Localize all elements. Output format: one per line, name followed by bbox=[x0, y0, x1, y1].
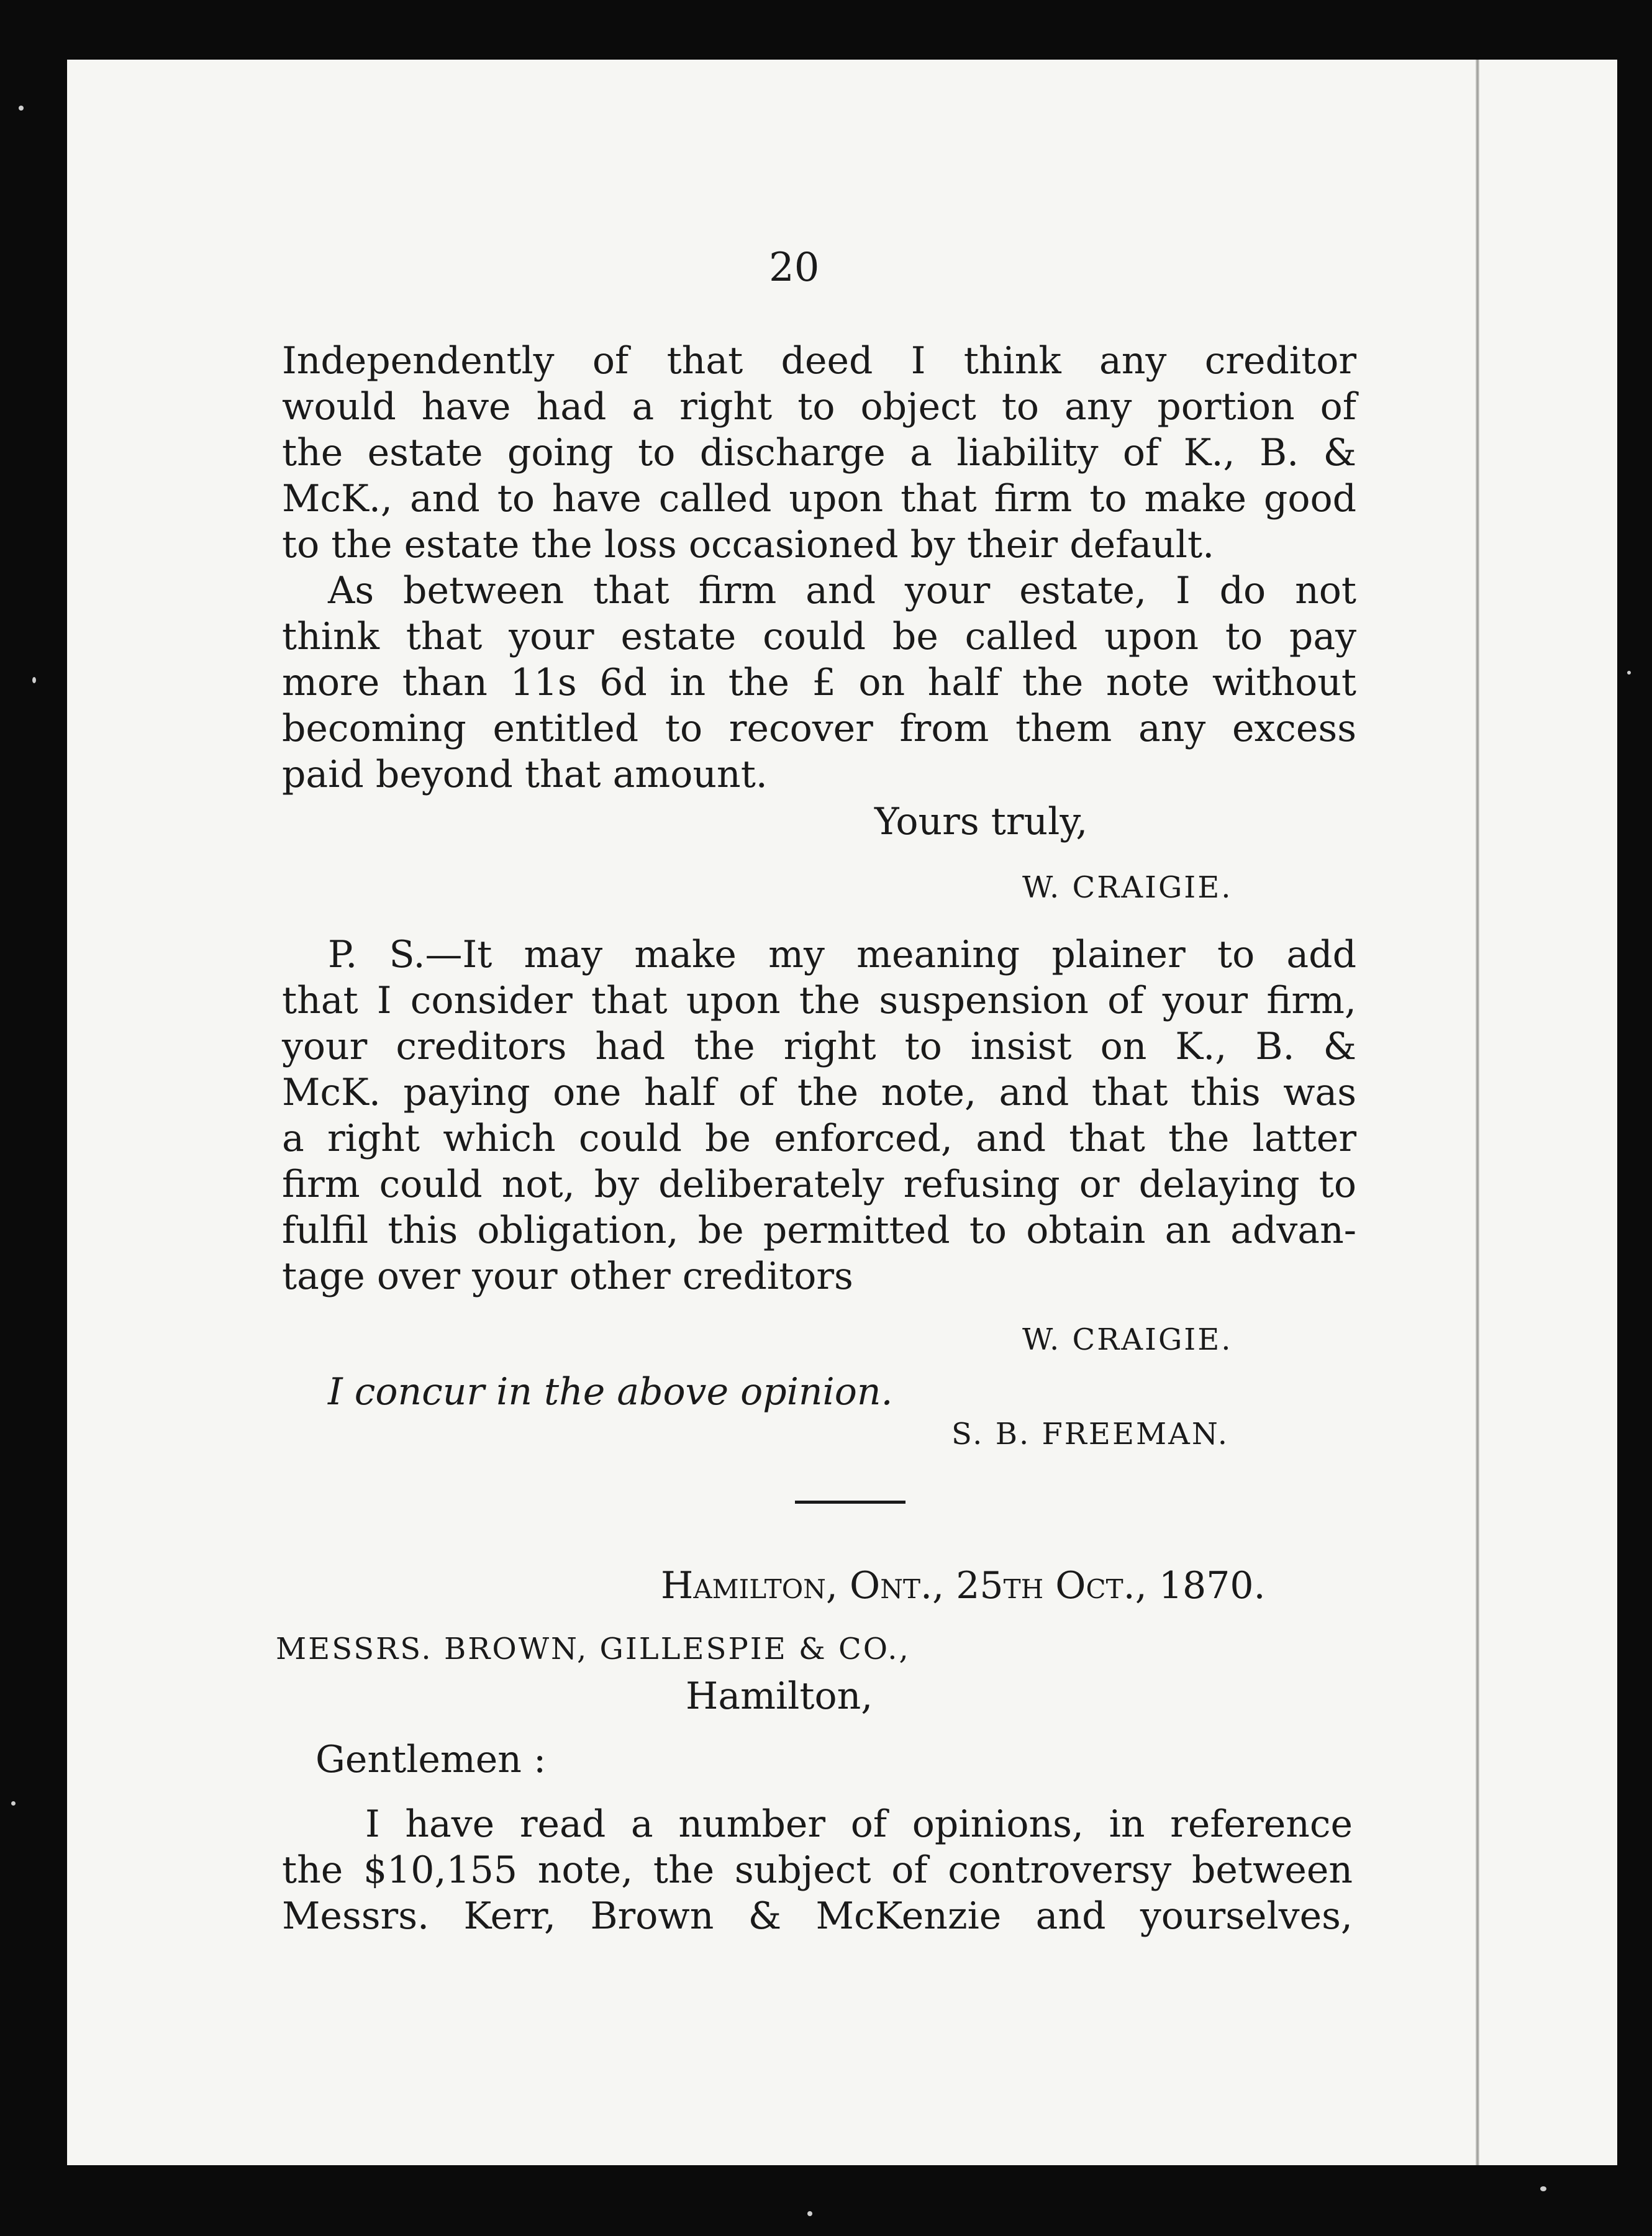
paragraph1-line-3: the estate going to discharge a liability of K., B. & bbox=[282, 431, 1356, 475]
signature-craigie-1: W. CRAIGIE. bbox=[1022, 870, 1233, 905]
document-page bbox=[67, 60, 1617, 2165]
dateline: Hamilton, Ont., 25th Oct., 1870. bbox=[661, 1564, 1266, 1607]
postscript-line-7: fulfil this obligation, be permitted to obtain an advan- bbox=[282, 1209, 1356, 1252]
signature-craigie-2: W. CRAIGIE. bbox=[1022, 1322, 1233, 1357]
paragraph1-line-5: to the estate the loss occasioned by their default. bbox=[282, 523, 1215, 566]
postscript-line-2: that I consider that upon the suspension of your firm, bbox=[282, 979, 1356, 1022]
postscript-line-1: P. S.—It may make my meaning plainer to add bbox=[328, 933, 1356, 976]
paragraph2-line-3: more than 11s 6d in the £ on half the note without bbox=[282, 661, 1356, 704]
addressee-line-2: Hamilton, bbox=[686, 1675, 873, 1718]
postscript-line-5: a right which could be enforced, and that the latter bbox=[282, 1117, 1356, 1160]
paragraph3-line-3: Messrs. Kerr, Brown & McKenzie and yourselves, bbox=[282, 1894, 1353, 1938]
paragraph2-line-1: As between that firm and your estate, I do not bbox=[328, 569, 1356, 612]
page-fold-line bbox=[1476, 60, 1479, 2165]
scan-speck bbox=[19, 106, 24, 111]
scan-speck bbox=[1540, 2186, 1546, 2191]
section-divider bbox=[795, 1501, 905, 1504]
scan-speck bbox=[32, 677, 36, 683]
scan-speck bbox=[807, 2211, 812, 2216]
postscript-line-8: tage over your other creditors bbox=[282, 1255, 853, 1298]
paragraph3-line-1: I have read a number of opinions, in reference bbox=[365, 1802, 1353, 1846]
closing-salutation: Yours truly, bbox=[874, 800, 1088, 843]
paragraph1-line-1: Independently of that deed I think any creditor bbox=[282, 339, 1356, 383]
paragraph2-line-2: think that your estate could be called upon to pay bbox=[282, 615, 1356, 658]
signature-freeman: S. B. FREEMAN. bbox=[951, 1417, 1229, 1452]
concurrence-statement: I concur in the above opinion. bbox=[328, 1370, 893, 1414]
paragraph2-line-5: paid beyond that amount. bbox=[282, 753, 768, 796]
scan-speck bbox=[1627, 671, 1631, 675]
paragraph3-line-2: the $10,155 note, the subject of controversy between bbox=[282, 1848, 1353, 1892]
addressee-line-1: MESSRS. BROWN, GILLESPIE & CO., bbox=[276, 1632, 910, 1666]
postscript-line-6: firm could not, by deliberately refusing or delaying to bbox=[282, 1163, 1356, 1206]
paragraph2-line-4: becoming entitled to recover from them any excess bbox=[282, 707, 1356, 750]
page-number: 20 bbox=[769, 245, 820, 291]
paragraph1-line-4: McK., and to have called upon that firm to make good bbox=[282, 477, 1356, 520]
postscript-line-4: McK. paying one half of the note, and that this was bbox=[282, 1071, 1356, 1114]
paragraph1-line-2: would have had a right to object to any portion of bbox=[282, 385, 1356, 429]
postscript-line-3: your creditors had the right to insist on K., B. & bbox=[282, 1025, 1356, 1068]
scan-speck bbox=[11, 1801, 16, 1806]
salutation: Gentlemen : bbox=[315, 1738, 547, 1781]
